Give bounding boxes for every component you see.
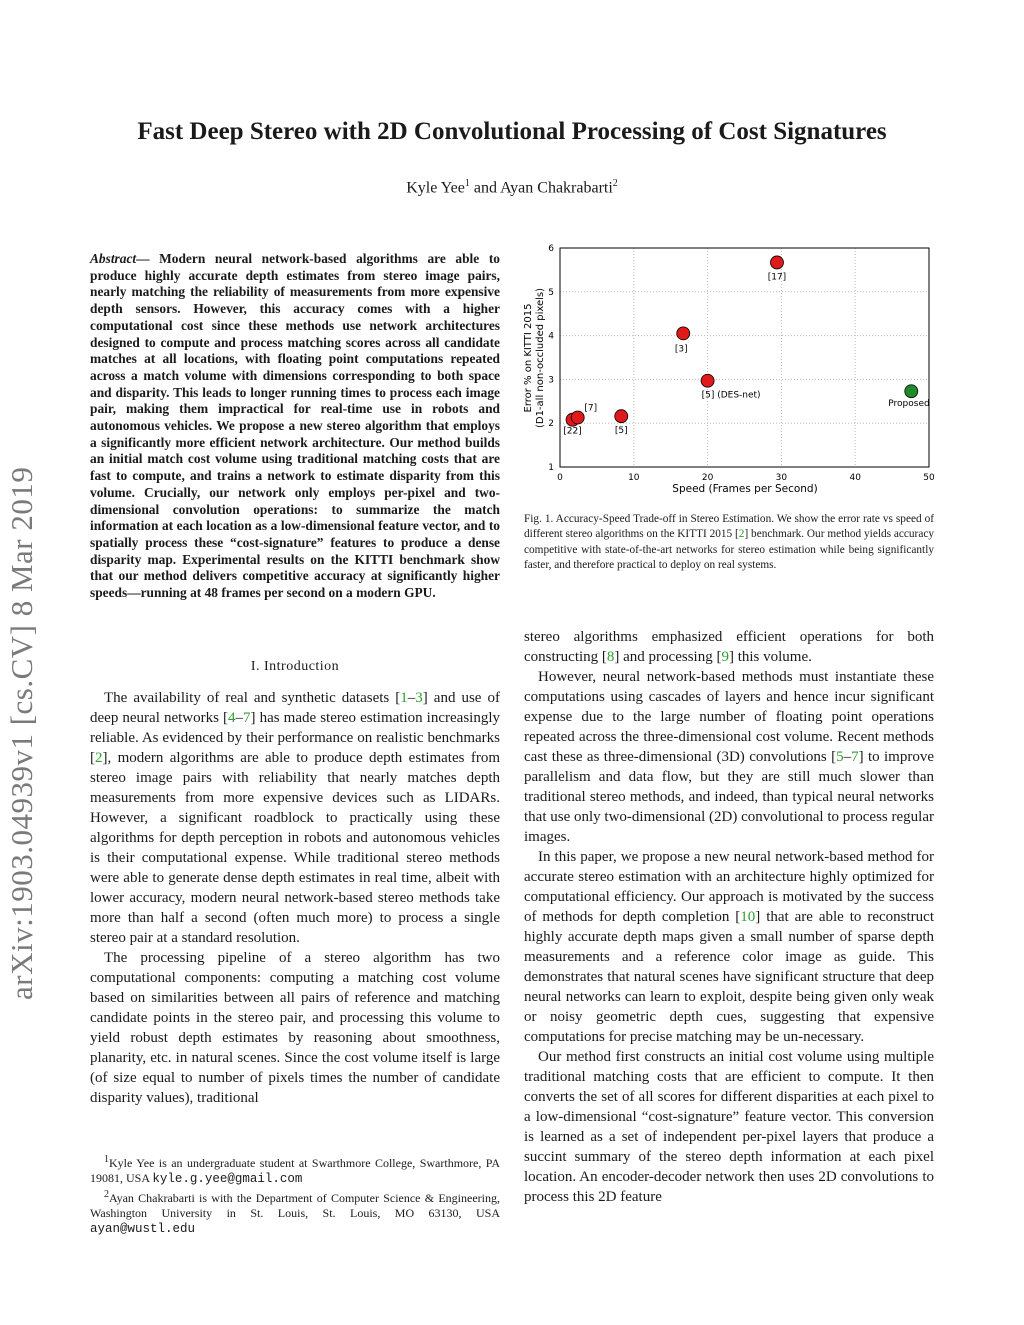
data-point xyxy=(701,374,714,387)
email-link[interactable]: ayan@wustl.edu xyxy=(90,1222,196,1236)
chart-ticks xyxy=(548,244,935,483)
citation-link[interactable]: 5 xyxy=(836,749,844,765)
point-label: [3] xyxy=(674,344,688,355)
right-paragraph-3: In this paper, we propose a new neural network-based method for accurate stereo estimation with an architecture highly optimized for computational efficiency. Our approach is motivated by the success of methods for depth completion [10] that are able to reconstruct highly accurate depth maps given a small number of sparse depth measurements and a reference color image as guide. This demonstrates that natural scenes have significant structure that deep neural networks can learn to exploit, despite being given only weak or noisy geometric depth cues, suggesting that expensive computations for precise matching may be un-necessary. xyxy=(524,849,934,1045)
figure-1 xyxy=(520,238,940,500)
x-tick-label: 50 xyxy=(923,473,935,483)
abstract xyxy=(90,251,500,602)
y-tick-label: 2 xyxy=(548,419,554,430)
right-paragraph-1: stereo algorithms emphasized efficient operations for both constructing [8] and processing [9] this volume. xyxy=(524,629,934,665)
footnote-1: $^1$Kyle Yee is an undergraduate student at Swarthmore College, Swarthmore, PA 19081, USA kyle.g.yee@gmail.com xyxy=(90,1154,500,1186)
point-label: [5] xyxy=(614,426,628,437)
abstract-label: Abstract xyxy=(90,251,137,266)
x-tick-label: 20 xyxy=(701,473,714,483)
point-label: [22] xyxy=(563,426,582,437)
author-2-mark: 2 xyxy=(612,178,618,189)
right-paragraph-2: However, neural network-based methods must instantiate these computations using cascades of layers and hence incur significant expense due to the large number of floating point operations repeated across the three-dimensional cost volume. Recent methods cast these as three-dimensional (3D) convolutions [5–7] to improve parallelism and data flow, but they are still much slower than traditional stereo methods, and indeed, than typical neural networks that use only two-dimensional (2D) convolutional to process regular images. xyxy=(524,669,935,845)
data-point xyxy=(905,385,918,398)
intro-paragraph-2: The processing pipeline of a stereo algorithm has two computational components: computing a matching cost volume based on similarities between all pairs of reference and matching candidate points in the stereo pair, and processing this volume to yield robust depth estimates by reasoning about smoothness, planarity, etc. in natural scenes. Since the cost volume itself is large (of size equal to number of pixels times the number of candidate disparity values), traditional xyxy=(90,950,500,1106)
y-tick-label: 4 xyxy=(548,331,554,342)
citation-link[interactable]: 4 xyxy=(228,710,236,726)
chart-points xyxy=(563,256,929,437)
citation-link[interactable]: 9 xyxy=(721,649,729,665)
citation-link[interactable]: 7 xyxy=(243,710,251,726)
data-point xyxy=(615,410,628,423)
citation-link[interactable]: 2 xyxy=(738,528,745,541)
email-link[interactable]: kyle.g.yee@gmail.com xyxy=(152,1172,303,1186)
author-1: Kyle Yee xyxy=(406,179,465,197)
point-label: [5] (DES-net) xyxy=(701,390,761,401)
x-tick-label: 40 xyxy=(849,473,861,483)
intro-text xyxy=(90,688,500,1108)
point-label: Proposed xyxy=(888,399,930,410)
citation-link[interactable]: 7 xyxy=(851,749,859,765)
arxiv-watermark: arXiv:1903.04939v1 [cs.CV] 8 Mar 2019 xyxy=(4,466,39,1000)
citation-link[interactable]: 1 xyxy=(400,690,408,706)
figure-caption: Fig. 1. Accuracy-Speed Trade-off in Stereo Estimation. We show the error rate vs speed of different stereo algorithms on the KITTI 2015 [2] benchmark. Our method yields accuracy competitive with state-of-the-art networks for stereo estimation while being significantly faster, and therefore practical to deploy on real systems. xyxy=(524,513,934,571)
author-2: Ayan Chakrabarti xyxy=(500,179,613,197)
section-heading: I. Introduction xyxy=(250,659,340,674)
point-label: [7] xyxy=(584,403,598,414)
scatter-chart xyxy=(520,238,940,500)
right-paragraph-4: Our method first constructs an initial cost volume using multiple traditional matching costs that are efficient to compute. It then converts the set of all scores for different disparities at each pixel to a low-dimensional “cost-signature” feature vector. This conversion is learned as a set of independent per-pixel layers that produce a succint summary of the stereo depth information at each pixel location. An encoder-decoder network then uses 2D convolutions to process this 2D feature xyxy=(524,1049,934,1205)
y-tick-label: 5 xyxy=(548,287,554,298)
abstract-text: — Modern neural network-based algorithms are able to produce highly accurate depth estimates from stereo image pairs, nearly matching the reliability of measurements from more expensive depth sensors. However, this accuracy comes with a higher computational cost since these methods use network architectures designed to compute and process matching scores across all candidate matches at all locations, with floating point computations repeated across a match volume with dimensions corresponding to both space and disparity. This leads to longer running times to process each image pair, making them impractical for real-time use in robots and autonomous vehicles. We propose a new stereo algorithm that employs a significantly more efficient network architecture. Our method builds an initial match cost volume using traditional matching costs that are fast to compute, and trains a network to estimate disparity from this volume. Crucially, our network only employs per-pixel and two-dimensional convolution operations: to summarize the match information at each location as a low-dimensional feature vector, and to spatially process these “cost-signature” features to produce a dense disparity map. Experimental results on the KITTI benchmark show that our method delivers competitive accuracy at significantly higher speeds—running at 48 frames per second on a modern GPU. xyxy=(90,251,500,601)
data-point xyxy=(770,256,783,269)
footnote-2: $^2$Ayan Chakrabarti is with the Department of Computer Science & Engineering, Washington University in St. Louis, St. Louis, MO 63130, USA ayan@wustl.edu xyxy=(90,1189,500,1236)
y-axis-label-1: Error % on KITTI 2015 xyxy=(523,303,534,413)
right-column-text xyxy=(524,627,934,1207)
y-tick-label: 6 xyxy=(548,244,554,254)
author-join: and xyxy=(469,179,501,197)
y-tick-label: 3 xyxy=(548,375,554,386)
footnotes xyxy=(90,1152,500,1237)
citation-link[interactable]: 2 xyxy=(95,750,103,766)
author-line xyxy=(0,178,1024,197)
x-tick-label: 10 xyxy=(628,473,640,483)
data-point xyxy=(571,411,584,424)
citation-link[interactable]: 10 xyxy=(740,909,756,925)
x-axis-label: Speed (Frames per Second) xyxy=(672,483,818,495)
point-label: [17] xyxy=(767,272,787,283)
citation-link[interactable]: 3 xyxy=(415,690,423,706)
x-tick-label: 30 xyxy=(775,473,788,483)
intro-paragraph-1: The availability of real and synthetic datasets [1–3] and use of deep neural networks [4–7] has made stereo estimation increasingly reliable. As evidenced by their performance on realistic benchmarks [2], modern algorithms are able to produce depth estimates from stereo image pairs with reliability that nearly matches depth measurements from more expensive devices such as LIDARs. However, a significant roadblock to practically using these algorithms for depth perception in robots and autonomous vehicles is their computational expense. While traditional stereo methods were able to generate dense depth estimates in real time, albeit with lower accuracy, modern neural network-based stereo methods take more than half a second (often much more) to process a single stereo pair at a standard resolution. xyxy=(90,690,500,946)
paper-title: Fast Deep Stereo with 2D Convolutional Processing of Cost Signatures xyxy=(137,118,887,145)
citation-link[interactable]: 8 xyxy=(606,649,615,665)
y-axis-label-2: (D1-all non-occluded pixels) xyxy=(535,287,546,429)
x-tick-label: 0 xyxy=(557,473,563,483)
author-1-mark: 1 xyxy=(464,178,470,189)
data-point xyxy=(677,327,690,340)
y-tick-label: 1 xyxy=(548,463,554,473)
